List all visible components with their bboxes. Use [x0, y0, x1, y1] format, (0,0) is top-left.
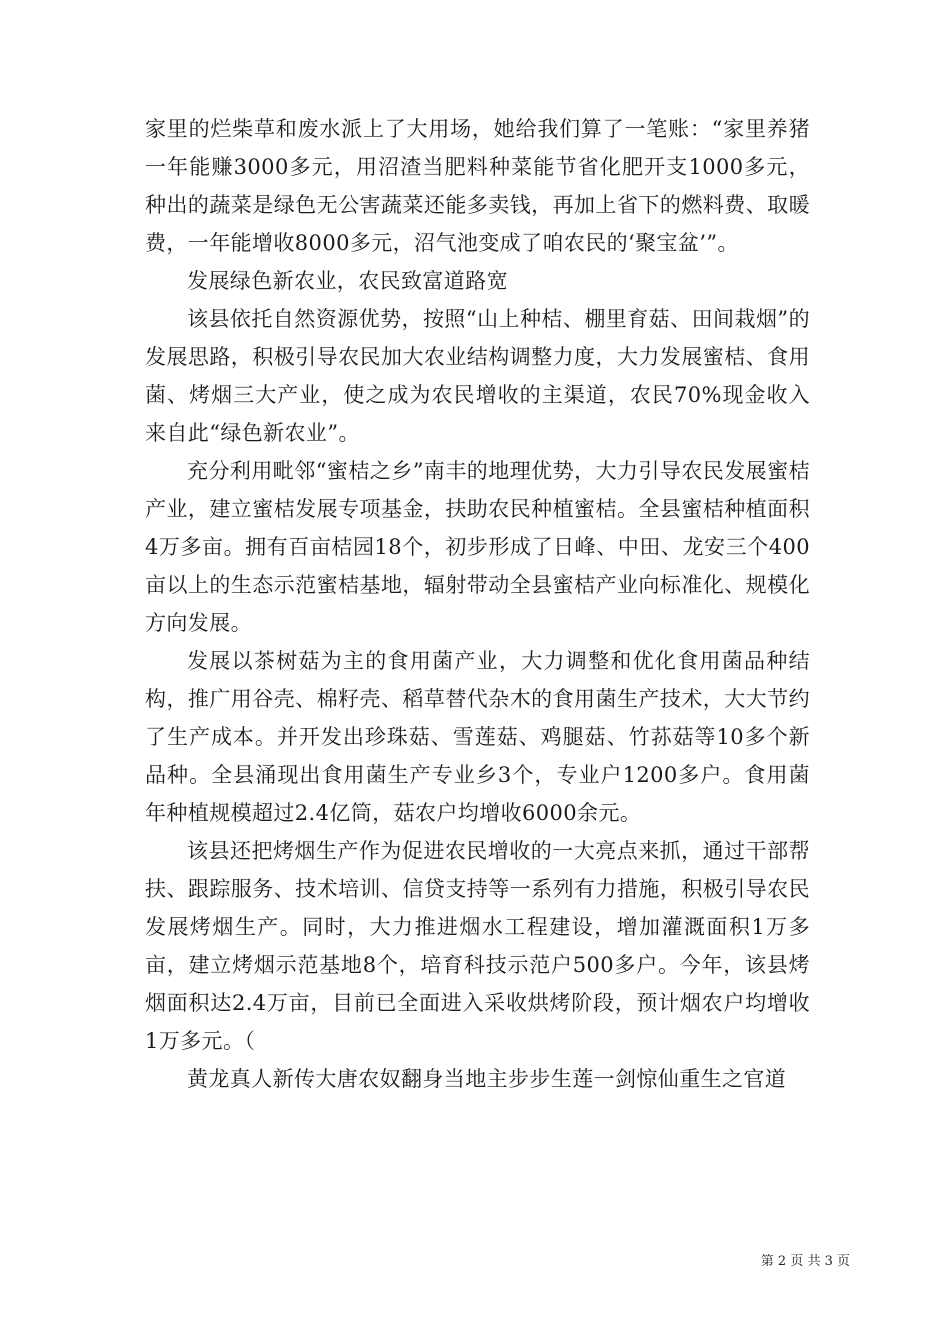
- paragraph-6: 该县还把烤烟生产作为促进农民增收的一大亮点来抓，通过干部帮扶、跟踪服务、技术培训、信贷支持等一系列有力措施，积极引导农民发展烤烟生产。同时，大力推进烟水工程建设，增加灌溉面积1万多亩，建立烤烟示范基地8个，培育科技示范户500多户。今年，该县烤烟面积达2.4万亩，目前已全面进入采收烘烤阶段，预计烟农户均增收1万多元。（: [145, 839, 810, 1053]
- paragraph-5: 发展以茶树菇为主的食用菌产业，大力调整和优化食用菌品种结构，推广用谷壳、棉籽壳、稻草替代杂木的食用菌生产技术，大大节约了生产成本。并开发出珍珠菇、雪莲菇、鸡腿菇、竹荪菇等10多个新品种。全县涌现出食用菌生产专业乡3个，专业户1200多户。食用菌年种植规模超过2.4亿筒，菇农户均增收6000余元。: [145, 649, 810, 825]
- section-heading: 发展绿色新农业，农民致富道路宽: [187, 269, 508, 293]
- page-number: 第 2 页 共 3 页: [760, 1254, 850, 1269]
- paragraph-1: 家里的烂柴草和废水派上了大用场，她给我们算了一笔账：“家里养猪一年能赚3000多元，用沼渣当肥料种菜能节省化肥开支1000多元，种出的蔬菜是绿色无公害蔬菜还能多卖钱，再加上省下的燃料费、取暖费，一年能增收8000多元，沼气池变成了咱农民的‘聚宝盆’”。: [145, 117, 810, 255]
- paragraph-4: 充分利用毗邻“蜜桔之乡”南丰的地理优势，大力引导农民发展蜜桔产业，建立蜜桔发展专项基金，扶助农民种植蜜桔。全县蜜桔种植面积4万多亩。拥有百亩桔园18个，初步形成了日峰、中田、龙安三个400亩以上的生态示范蜜桔基地，辐射带动全县蜜桔产业向标准化、规模化方向发展。: [145, 459, 810, 635]
- document-body: [145, 110, 810, 1098]
- paragraph-7: 黄龙真人新传大唐农奴翻身当地主步步生莲一剑惊仙重生之官道: [187, 1067, 787, 1091]
- paragraph-3: 该县依托自然资源优势，按照“山上种桔、棚里育菇、田间栽烟”的发展思路，积极引导农民加大农业结构调整力度，大力发展蜜桔、食用菌、烤烟三大产业，使之成为农民增收的主渠道，农民70%现金收入来自此“绿色新农业”。: [145, 307, 810, 445]
